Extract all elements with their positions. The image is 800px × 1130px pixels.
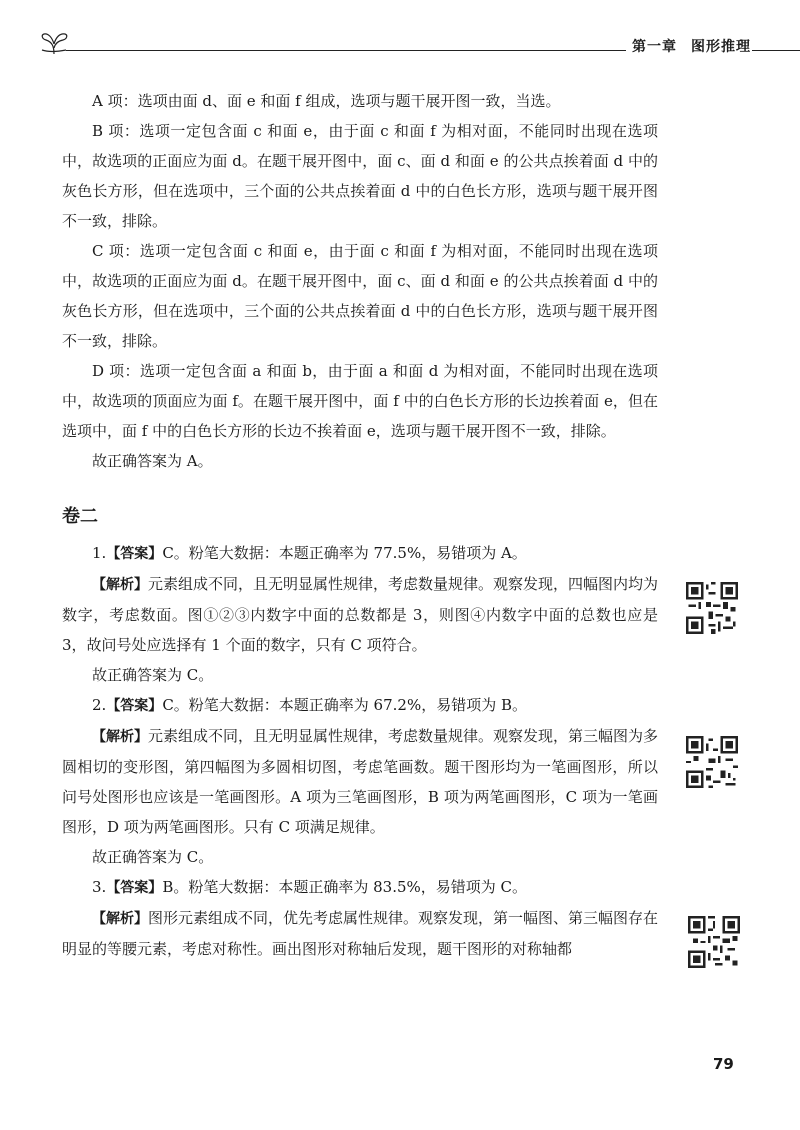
section-title: 卷二: [62, 506, 98, 527]
question-1-answer: [62, 538, 658, 569]
analysis-tag: 【解析】: [92, 911, 148, 927]
question-2-answer: [62, 690, 658, 721]
chapter-label: 第一章: [632, 39, 677, 55]
paragraph-option-c: C 项：选项一定包含面 c 和面 e，由于面 c 和面 f 为相对面，不能同时出现在选项中，故选项的正面应为面 d。在题干展开图中，面 c、面 d 和面 e 的公共点挨着面 d 中的灰色长方形，但在选项中，三个面的公共点挨着面 d 中的白色长方形，选项与题干展开图不一致，排除。: [62, 242, 658, 350]
question-3-analysis: [62, 903, 658, 964]
analysis-text: 元素组成不同，且无明显属性规律，考虑数量规律。观察发现，第三幅图为多圆相切的变形图，第四幅图为多圆相切图，考虑笔画数。题干图形均为一笔画图形，所以问号处图形也应该是一笔画图形。A 项为三笔画图形，B 项为两笔画图形，C 项为一笔画图形，D 项为两笔画图形。只有 C 项满足规律。: [62, 727, 659, 836]
question-2-conclusion: 故正确答案为 C。: [92, 848, 214, 866]
answer-tag: 【答案】: [106, 546, 163, 562]
qr-code-icon[interactable]: [688, 916, 740, 968]
paragraph-option-a: A 项：选项由面 d、面 e 和面 f 组成，选项与题干展开图一致，当选。: [92, 92, 561, 110]
paragraph-option-d: D 项：选项一定包含面 a 和面 b，由于面 a 和面 d 为相对面，不能同时出现在选项中，故选项的顶面应为面 f。在题干展开图中，面 f 中的白色长方形的长边挨着面 e，但在选项中，面 f 中的白色长方形的长边不挨着面 e，选项与题干展开图不一致，排除。: [62, 362, 658, 440]
header-rule-left: [66, 50, 626, 51]
page-header: [40, 30, 760, 60]
question-3-answer: [62, 872, 658, 903]
question-1-analysis: [62, 569, 658, 660]
paragraph-option-b: B 项：选项一定包含面 c 和面 e，由于面 c 和面 f 为相对面，不能同时出现在选项中，故选项的正面应为面 d。在题干展开图中，面 c、面 d 和面 e 的公共点挨着面 d 中的灰色长方形，但在选项中，三个面的公共点挨着面 d 中的白色长方形，选项与题干展开图不一致，排除。: [62, 122, 658, 230]
page-body: [62, 86, 658, 964]
paragraph-conclusion: 故正确答案为 A。: [92, 452, 213, 470]
chapter-heading: [632, 36, 751, 56]
answer-text: B。粉笔大数据：本题正确率为 83.5%，易错项为 C。: [162, 878, 528, 896]
analysis-text: 元素组成不同，且无明显属性规律，考虑数量规律。观察发现，四幅图内均为数字，考虑数面。图①②③内数字中面的总数都是 3，则图④内数字中面的总数也应是 3，故问号处应选择有 1 个面的数字，只有 C 项符合。: [62, 575, 659, 654]
analysis-tag: 【解析】: [92, 729, 148, 745]
answer-text: C。粉笔大数据：本题正确率为 67.2%，易错项为 B。: [162, 696, 528, 714]
answer-text: C。粉笔大数据：本题正确率为 77.5%，易错项为 A。: [162, 544, 527, 562]
question-2-analysis: [62, 721, 658, 842]
question-number: 2.: [92, 696, 107, 714]
chapter-title: 图形推理: [691, 39, 751, 55]
qr-code-icon[interactable]: [686, 582, 738, 634]
sprout-icon: [40, 30, 70, 56]
page-number: 79: [713, 1055, 734, 1073]
analysis-tag: 【解析】: [92, 577, 148, 593]
analysis-text: 图形元素组成不同，优先考虑属性规律。观察发现，第一幅图、第三幅图存在明显的等腰元素，考虑对称性。画出图形对称轴后发现，题干图形的对称轴都: [62, 909, 659, 958]
question-number: 1.: [92, 544, 107, 562]
question-1-conclusion: 故正确答案为 C。: [92, 666, 214, 684]
answer-tag: 【答案】: [106, 880, 163, 896]
qr-code-icon[interactable]: [686, 736, 738, 788]
header-rule-right: [752, 50, 800, 51]
answer-tag: 【答案】: [106, 698, 163, 714]
question-number: 3.: [92, 878, 107, 896]
